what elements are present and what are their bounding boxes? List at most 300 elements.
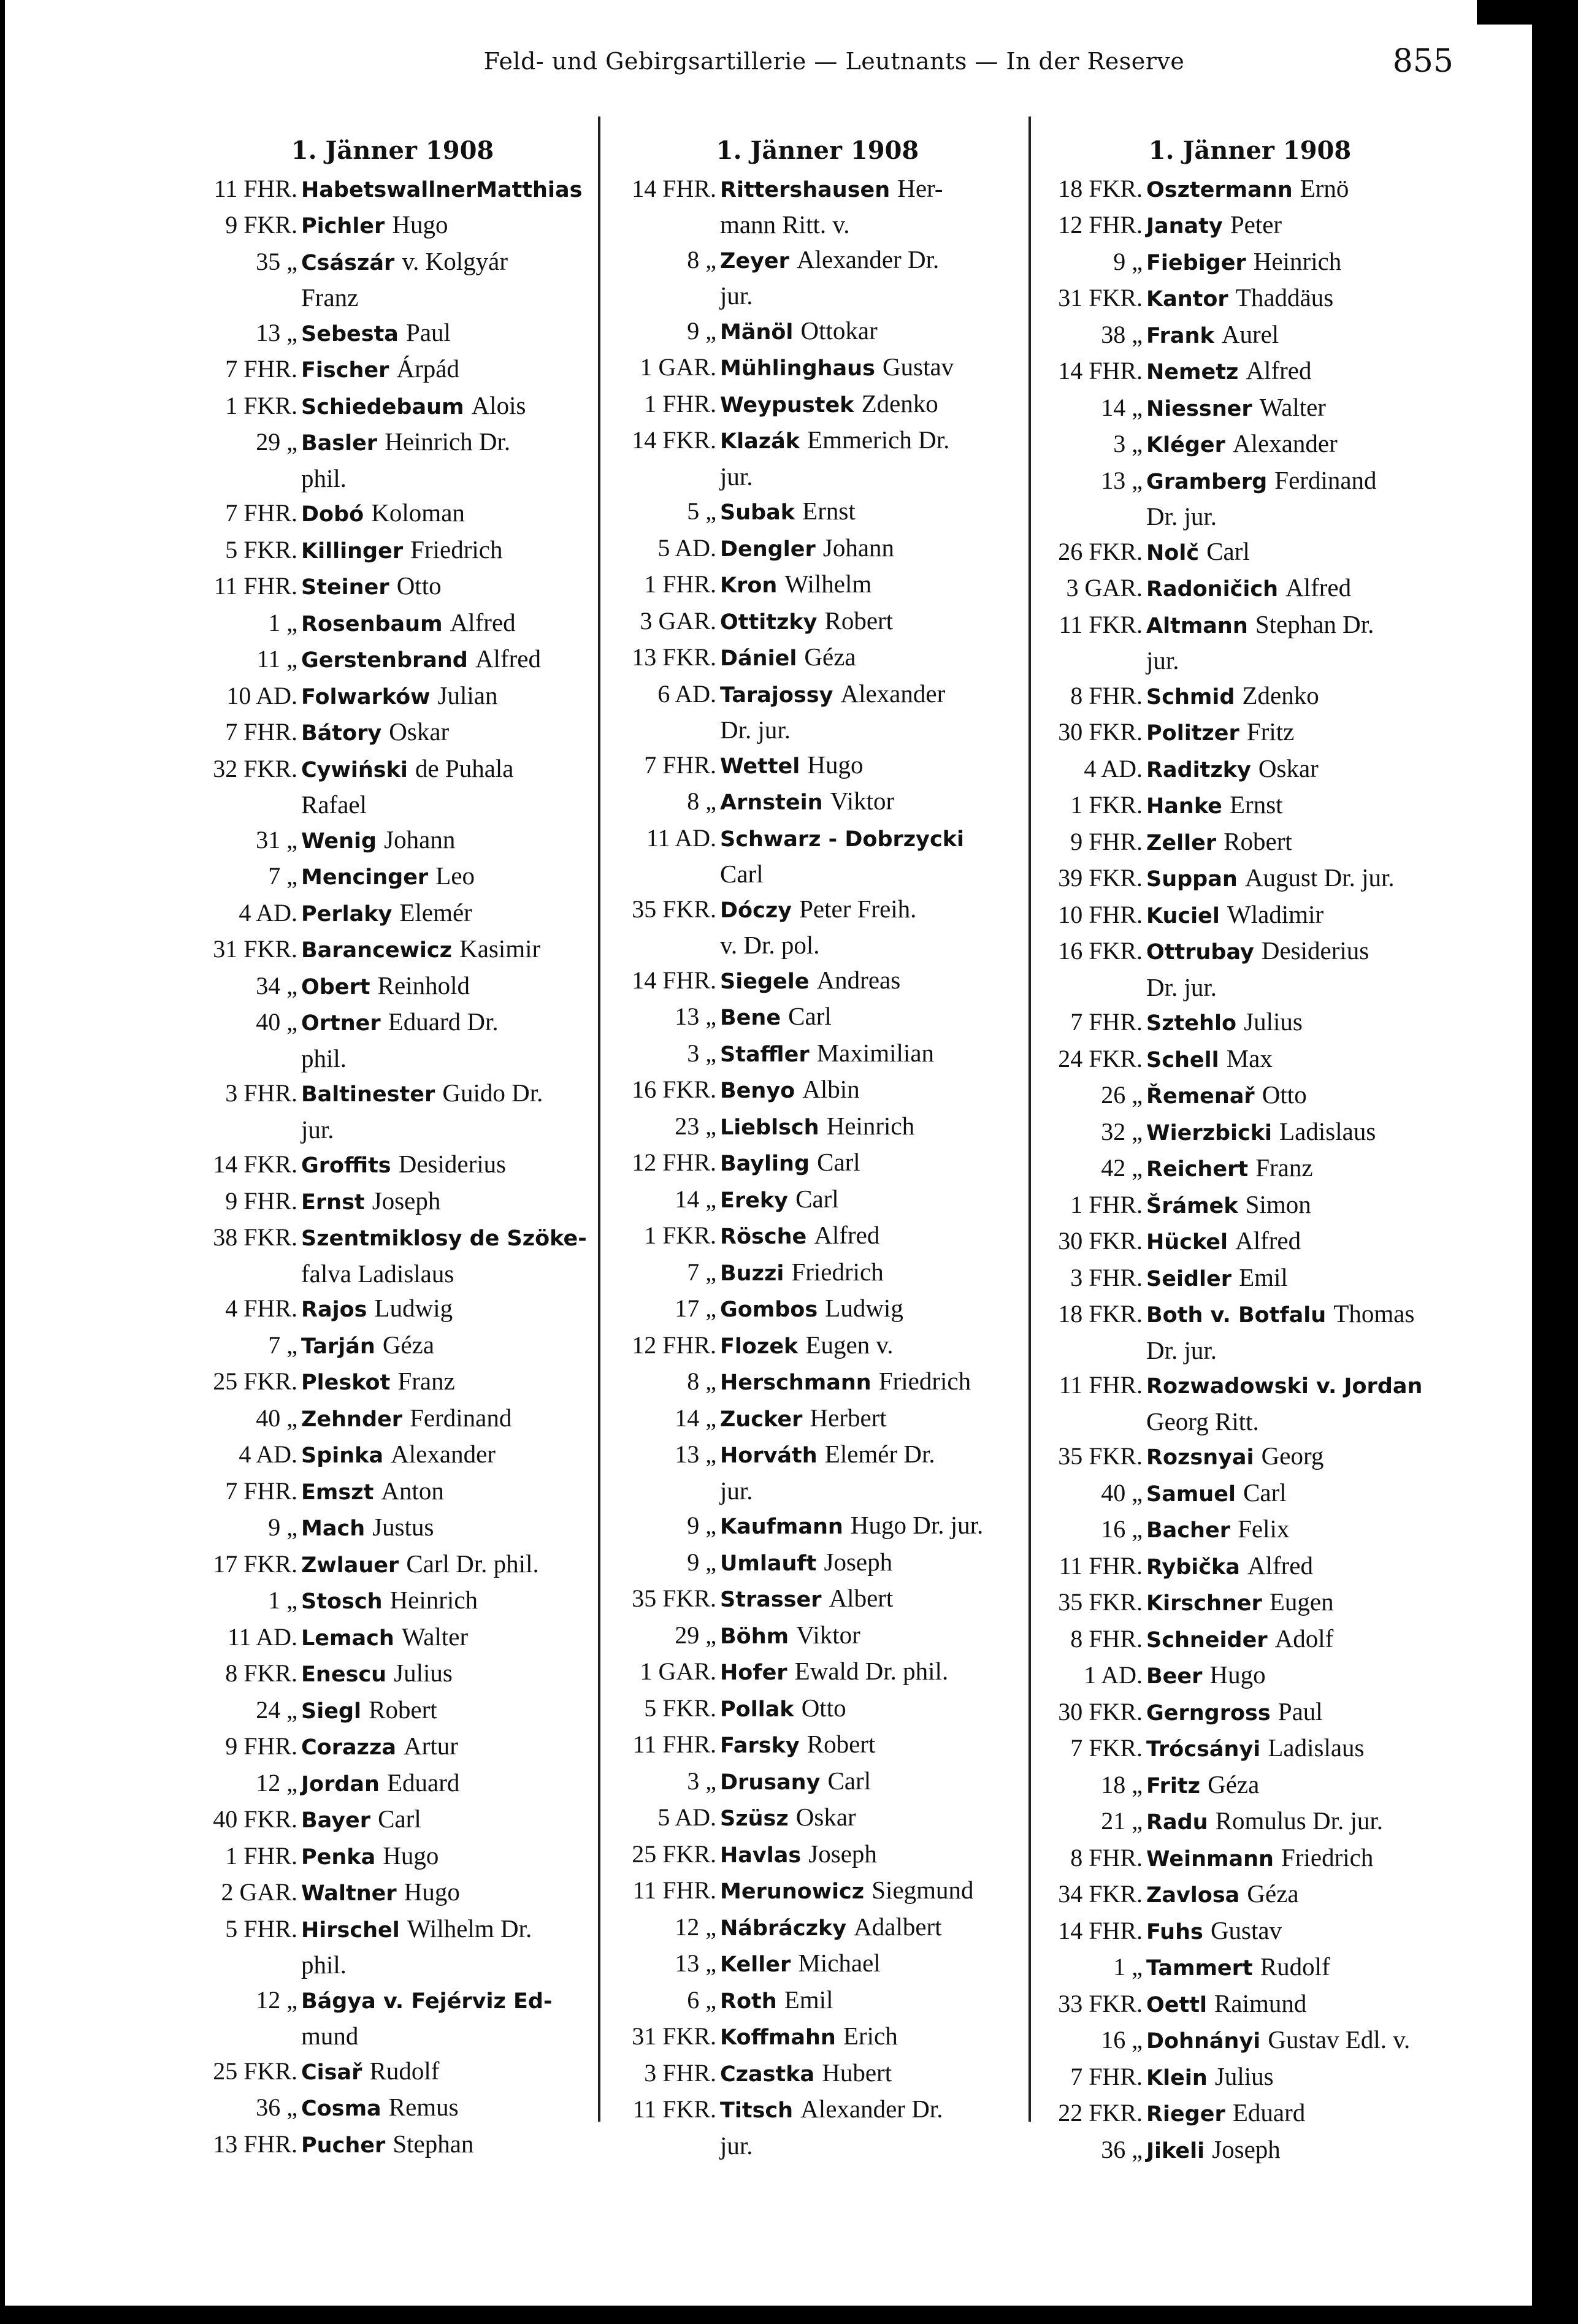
regiment-code: 38 FKR. — [213, 1223, 297, 1251]
regiment-code: 14 „ — [675, 1404, 716, 1432]
given-name: Remus — [388, 2093, 459, 2121]
surname: Dohnányi — [1146, 2029, 1261, 2054]
given-name: Rudolf — [1260, 1952, 1330, 1981]
list-item — [190, 1076, 595, 1112]
list-item — [190, 532, 595, 569]
given-name: Wilhelm — [784, 570, 872, 598]
entry-list — [1035, 171, 1465, 2169]
regiment-code: 3 „ — [687, 1767, 716, 1795]
regiment-code: 30 FKR. — [1058, 1227, 1143, 1255]
regiment-code: 2 GAR. — [221, 1878, 297, 1906]
regiment-code: 11 FKR. — [1059, 610, 1143, 638]
given-name: Wilhelm Dr. — [407, 1914, 532, 1943]
surname: Wierzbicki — [1146, 1120, 1273, 1145]
surname: Nolč — [1146, 540, 1200, 565]
entry-continuation: Dr. jur. — [1146, 1336, 1217, 1364]
list-item — [190, 1619, 595, 1656]
surname: Cywiński — [301, 757, 408, 782]
regiment-code: 4 AD. — [239, 898, 297, 927]
regiment-code: 10 AD. — [226, 681, 297, 709]
surname: Zehnder — [301, 1407, 403, 1432]
regiment-code: 1 FHR. — [225, 1841, 297, 1870]
given-name: Ernö — [1300, 174, 1349, 202]
given-name: Julius — [1244, 1007, 1303, 1036]
list-item — [1035, 1223, 1465, 1260]
list-item — [190, 1220, 595, 1256]
entry-continuation: jur. — [720, 2131, 753, 2160]
list-item — [1035, 1803, 1465, 1840]
list-item — [190, 1437, 595, 1474]
list-item — [609, 963, 1026, 1000]
surname: Seidler — [1146, 1266, 1231, 1291]
given-name: Carl — [827, 1766, 871, 1795]
list-item — [190, 1875, 595, 1911]
list-item — [1035, 1584, 1465, 1621]
list-item — [609, 892, 1026, 928]
regiment-code: 3 GAR. — [1066, 574, 1143, 602]
surname: Janaty — [1146, 214, 1223, 239]
given-name: Alexander — [840, 679, 946, 708]
regiment-code: 29 „ — [256, 428, 297, 456]
list-item — [609, 1364, 1026, 1401]
regiment-code: 24 FKR. — [1058, 1044, 1143, 1072]
regiment-code: 35 FKR. — [632, 895, 716, 923]
surname: Steiner — [301, 575, 389, 600]
surname: Böhm — [720, 1624, 789, 1649]
list-item — [190, 244, 595, 281]
regiment-code: 23 „ — [675, 1112, 716, 1140]
list-item — [190, 1546, 595, 1583]
surname: Mencinger — [301, 865, 429, 890]
regiment-code: 12 „ — [256, 1768, 297, 1797]
list-item — [190, 1147, 595, 1183]
regiment-code: 4 AD. — [239, 1440, 297, 1468]
given-name: Hugo — [1209, 1661, 1266, 1689]
regiment-code: 11 FHR. — [213, 572, 297, 600]
list-item — [1035, 1876, 1465, 1913]
given-name: Anton — [381, 1476, 444, 1505]
regiment-code: 30 FKR. — [1058, 1697, 1143, 1726]
regiment-code: 5 „ — [687, 497, 716, 525]
regiment-code: 1 „ — [268, 1586, 297, 1614]
list-item — [190, 678, 595, 715]
regiment-code: 34 FKR. — [1058, 1880, 1143, 1908]
entry-list — [609, 171, 1026, 2163]
surname: Frank — [1146, 323, 1214, 348]
surname: Umlauft — [720, 1551, 817, 1576]
given-name: Maximilian — [816, 1038, 935, 1067]
given-name: Géza — [1247, 1879, 1299, 1908]
given-name: Ludwig — [825, 1294, 903, 1322]
regiment-code: 3 FHR. — [225, 1079, 297, 1107]
given-name: Hugo — [383, 1841, 439, 1870]
list-item — [609, 350, 1026, 386]
given-name: Eugen — [1269, 1588, 1334, 1616]
regiment-code: 12 „ — [675, 1913, 716, 1941]
list-item — [1035, 2095, 1465, 2132]
surname: Suppan — [1146, 867, 1238, 892]
given-name: Wladimir — [1227, 900, 1324, 928]
given-name: v. Kolgyár — [402, 247, 508, 275]
given-name: Thomas — [1333, 1299, 1415, 1328]
list-item — [190, 931, 595, 968]
list-item — [609, 1581, 1026, 1618]
column-heading: 1. Jänner 1908 — [291, 136, 494, 165]
list-item — [1035, 897, 1465, 934]
surname: Titsch — [720, 2098, 794, 2123]
entry-continuation: mund — [301, 2022, 359, 2050]
regiment-code: 9 FHR. — [225, 1732, 297, 1760]
surname: Cisař — [301, 2060, 362, 2085]
list-item — [1035, 1548, 1465, 1585]
surname: Wenig — [301, 828, 377, 854]
list-item — [1035, 1913, 1465, 1950]
regiment-code: 32 FKR. — [213, 754, 297, 782]
list-item — [609, 494, 1026, 530]
regiment-code: 40 „ — [1101, 1478, 1143, 1507]
regiment-code: 9 „ — [687, 1512, 716, 1539]
surname: Bayer — [301, 1808, 371, 1833]
given-name: Gustav — [883, 353, 954, 381]
entry-continuation: Dr. jur. — [1146, 973, 1217, 1001]
given-name: Alfred — [1247, 1551, 1313, 1580]
surname: Zucker — [720, 1407, 803, 1432]
given-name: Guido Dr. — [442, 1079, 543, 1107]
surname: Benyo — [720, 1079, 795, 1103]
given-name: Elemér Dr. — [824, 1440, 935, 1468]
regiment-code: 16 FKR. — [632, 1076, 716, 1103]
given-name: Robert — [369, 1695, 437, 1724]
list-item — [190, 1291, 595, 1328]
regiment-code: 8 FHR. — [1070, 1843, 1143, 1871]
given-name: Otto — [801, 1693, 846, 1722]
given-name: Alexander Dr. — [797, 245, 940, 273]
list-item — [190, 568, 595, 605]
surname: Arnstein — [720, 790, 823, 815]
given-name: Emil — [784, 1985, 833, 2014]
entry-continuation: falva Ladislaus — [301, 1259, 454, 1288]
column-divider — [598, 117, 600, 2122]
surname: Radoničich — [1146, 577, 1278, 602]
surname: Fischer — [301, 358, 389, 383]
given-name: Ferdinand — [1274, 465, 1377, 494]
given-name: Robert — [1224, 827, 1292, 855]
list-item — [609, 820, 1026, 857]
surname: Baltinester — [301, 1082, 435, 1107]
given-name: Eduard — [387, 1768, 460, 1797]
regiment-code: 11 FHR. — [213, 174, 297, 202]
list-item — [190, 495, 595, 532]
regiment-code: 12 FHR. — [632, 1331, 716, 1359]
given-name: Hubert — [822, 2058, 892, 2087]
regiment-code: 1 FHR. — [644, 570, 716, 598]
given-name: Ernst — [802, 497, 856, 525]
surname: Strasser — [720, 1588, 822, 1612]
surname: Hanke — [1146, 794, 1222, 819]
list-item — [190, 1004, 595, 1041]
surname: Weypustek — [720, 392, 854, 418]
surname: Sztehlo — [1146, 1011, 1237, 1036]
surname: Enescu — [301, 1662, 387, 1687]
given-name: Géza — [1208, 1770, 1260, 1798]
regiment-code: 10 FHR. — [1058, 900, 1143, 928]
list-item — [190, 641, 595, 678]
regiment-code: 16 „ — [1101, 2026, 1143, 2054]
given-name: Felix — [1238, 1515, 1290, 1543]
list-item — [1035, 860, 1465, 897]
surname: Gerstenbrand — [301, 648, 468, 673]
regiment-code: 11 „ — [256, 645, 297, 673]
regiment-code: 13 FHR. — [213, 2130, 297, 2158]
given-name: Erich — [843, 2022, 898, 2050]
surname: Nábráczky — [720, 1916, 847, 1941]
list-item — [1035, 1840, 1465, 1877]
regiment-code: 7 FHR. — [225, 355, 297, 383]
given-name: Julian — [437, 681, 498, 709]
surname: Kantor — [1146, 287, 1228, 312]
given-name: Simon — [1245, 1190, 1311, 1218]
surname: Perlaky — [301, 901, 393, 927]
list-item — [190, 424, 595, 461]
regiment-code: 3 FHR. — [1070, 1263, 1143, 1291]
regiment-code: 17 FKR. — [213, 1550, 297, 1578]
regiment-code: 9 „ — [1113, 247, 1143, 275]
list-item — [609, 1218, 1026, 1255]
given-name: Carl — [1206, 537, 1250, 565]
list-item — [609, 784, 1026, 820]
given-name: Alfred — [1246, 356, 1312, 384]
list-item — [609, 1401, 1026, 1437]
surname: Staffler — [720, 1042, 810, 1067]
entry-list — [190, 171, 595, 2163]
regiment-code: 1 FKR. — [1070, 791, 1143, 819]
given-name: Robert — [824, 606, 894, 635]
surname: Barancewicz — [301, 938, 453, 963]
entry-continuation: jur. — [301, 1115, 334, 1144]
surname: Schneider — [1146, 1627, 1268, 1653]
list-item — [609, 603, 1026, 640]
surname: Rieger — [1146, 2102, 1225, 2127]
surname: Tarján — [301, 1334, 375, 1359]
regiment-code: 14 „ — [675, 1185, 716, 1213]
surname: Klein — [1146, 2065, 1208, 2090]
list-item — [190, 1401, 595, 1437]
surname: Koffmahn — [720, 2025, 836, 2050]
surname: Basler — [301, 431, 378, 456]
list-item — [1035, 1730, 1465, 1767]
list-item — [609, 1654, 1026, 1691]
given-name: Hugo — [404, 1878, 460, 1906]
given-name: Stephan — [393, 2129, 474, 2158]
given-name: Alois — [471, 391, 526, 419]
surname: Rösche — [720, 1225, 807, 1249]
regiment-code: 1 GAR. — [640, 1657, 716, 1685]
list-item — [1035, 463, 1465, 500]
surname: Mänöl — [720, 319, 794, 345]
given-name: Stephan Dr. — [1255, 610, 1374, 638]
list-item — [1035, 714, 1465, 751]
regiment-code: 5 FKR. — [644, 1694, 716, 1722]
column-heading: 1. Jänner 1908 — [1148, 136, 1352, 165]
list-item — [609, 1328, 1026, 1364]
regiment-code: 16 FKR. — [1058, 937, 1143, 965]
given-name: Friedrich — [1281, 1843, 1374, 1871]
given-name: Carl — [795, 1184, 839, 1213]
given-name: Gustav — [1210, 1916, 1282, 1944]
surname: Schwarz - Dobrzycki — [720, 827, 964, 852]
list-item — [1035, 353, 1465, 390]
given-name: Otto — [396, 571, 442, 600]
regiment-code: 7 FHR. — [225, 499, 297, 527]
given-name: Franz — [397, 1367, 455, 1395]
surname: Merunowicz — [720, 1879, 865, 1904]
list-item — [609, 1800, 1026, 1837]
list-item — [1035, 1041, 1465, 1078]
given-name: Ludwig — [374, 1294, 453, 1322]
list-item — [190, 1510, 595, 1546]
entry-continuation: jur. — [720, 1476, 753, 1505]
scan-edge-bottom — [0, 2306, 1578, 2324]
list-item — [609, 1545, 1026, 1581]
given-name: Julius — [1214, 2062, 1274, 2090]
regiment-code: 1 GAR. — [640, 353, 716, 381]
surname: Raditzky — [1146, 757, 1251, 782]
given-name: Alfred — [475, 644, 541, 673]
regiment-code: 30 FKR. — [1058, 718, 1143, 746]
list-item — [1035, 2132, 1465, 2169]
surname: Hofer — [720, 1661, 787, 1685]
list-item — [1035, 2022, 1465, 2059]
given-name: Peter — [1230, 210, 1282, 239]
list-item — [1035, 1949, 1465, 1986]
surname: Tammert — [1146, 1956, 1253, 1981]
list-item — [190, 2054, 595, 2090]
regiment-code: 1 FKR. — [644, 1221, 716, 1249]
given-name: Alexander — [391, 1440, 496, 1468]
regiment-code: 14 FKR. — [632, 426, 716, 454]
surname: Rajos — [301, 1298, 367, 1322]
list-item — [1035, 426, 1465, 463]
surname: Roth — [720, 1989, 777, 2014]
regiment-code: 7 „ — [268, 862, 297, 890]
given-name: Andreas — [816, 965, 901, 994]
given-name: Robert — [806, 1730, 876, 1758]
surname: Rozwadowski v. Jordan — [1146, 1374, 1423, 1399]
regiment-code: 22 FKR. — [1058, 2099, 1143, 2127]
list-item — [190, 1692, 595, 1729]
regiment-code: 7 „ — [268, 1331, 297, 1359]
given-name: Thaddäus — [1235, 283, 1334, 312]
surname: Buzzi — [720, 1261, 784, 1286]
given-name: Friedrich — [878, 1367, 971, 1395]
regiment-code: 25 FKR. — [213, 2057, 297, 2085]
surname: Gerngross — [1146, 1700, 1271, 1726]
regiment-code: 40 FKR. — [213, 1805, 297, 1833]
list-item — [609, 1291, 1026, 1328]
regiment-code: 35 FKR. — [632, 1584, 716, 1612]
surname: Zeller — [1146, 830, 1217, 855]
regiment-code: 7 FHR. — [225, 1477, 297, 1505]
entry-continuation: v. Dr. pol. — [720, 931, 820, 959]
entry-continuation: Dr. jur. — [720, 716, 791, 744]
regiment-code: 14 FKR. — [213, 1150, 297, 1178]
regiment-code: 40 „ — [256, 1008, 297, 1036]
surname: Hückel — [1146, 1230, 1228, 1255]
list-item — [609, 1072, 1026, 1109]
regiment-code: 11 FKR. — [632, 2095, 716, 2123]
list-item — [190, 605, 595, 642]
list-item — [609, 1109, 1026, 1145]
list-item — [190, 1474, 595, 1510]
surname: Oettl — [1146, 1992, 1207, 2017]
regiment-code: 14 FHR. — [1058, 357, 1143, 384]
list-item — [609, 747, 1026, 784]
regiment-code: 42 „ — [1101, 1154, 1143, 1182]
given-name: Walter — [1259, 392, 1326, 421]
regiment-code: 13 FKR. — [632, 643, 716, 671]
scan-edge-top — [1477, 0, 1532, 25]
given-name: Adolf — [1274, 1624, 1334, 1653]
surname: Mach — [301, 1516, 366, 1541]
list-item — [1035, 570, 1465, 607]
surname: Bacher — [1146, 1518, 1230, 1543]
given-name: Albert — [829, 1584, 894, 1612]
given-name: August Dr. jur. — [1244, 863, 1395, 892]
given-name: Eugen v. — [805, 1330, 894, 1359]
given-name: Oskar — [389, 717, 450, 746]
surname: Waltner — [301, 1881, 397, 1906]
given-name: Géza — [382, 1330, 435, 1359]
surname: Stosch — [301, 1589, 383, 1614]
entry-continuation: phil. — [301, 1044, 347, 1072]
given-name: Julius — [394, 1659, 453, 1687]
regiment-code: 9 FHR. — [1070, 827, 1143, 855]
given-name: Ferdinand — [410, 1403, 512, 1432]
list-item — [190, 1765, 595, 1802]
surname: Pucher — [301, 2133, 386, 2158]
regiment-code: 12 FHR. — [632, 1149, 716, 1176]
list-item — [1035, 244, 1465, 281]
given-name: Ladislaus — [1279, 1117, 1376, 1145]
list-item — [190, 315, 595, 352]
list-item — [1035, 1694, 1465, 1731]
list-item — [609, 1764, 1026, 1800]
given-name: Carl Dr. phil. — [406, 1549, 539, 1578]
regiment-code: 7 FHR. — [1070, 1008, 1143, 1036]
list-item — [190, 1802, 595, 1838]
given-name: Heinrich Dr. — [385, 427, 511, 456]
surname: Radu — [1146, 1810, 1208, 1835]
list-item — [1035, 1077, 1465, 1114]
column-divider — [1028, 117, 1031, 2122]
regiment-code: 39 FKR. — [1058, 864, 1143, 892]
surname: Kaufmann — [720, 1515, 843, 1539]
surname: Havlas — [720, 1843, 802, 1868]
list-item — [190, 1838, 595, 1875]
surname: Császár — [301, 250, 395, 275]
list-item — [1035, 787, 1465, 824]
list-item — [609, 1618, 1026, 1654]
list-item — [190, 1729, 595, 1765]
surname: Keller — [720, 1952, 791, 1977]
given-name: Hugo — [807, 750, 864, 779]
surname: Czastka — [720, 2062, 815, 2087]
regiment-code: 14 „ — [1101, 393, 1143, 421]
regiment-code: 13 „ — [675, 1440, 716, 1468]
surname: Bágya v. Fejérviz Ed- — [301, 1989, 553, 2014]
regiment-code: 1 FHR. — [1070, 1190, 1143, 1218]
list-item — [1035, 1150, 1465, 1187]
